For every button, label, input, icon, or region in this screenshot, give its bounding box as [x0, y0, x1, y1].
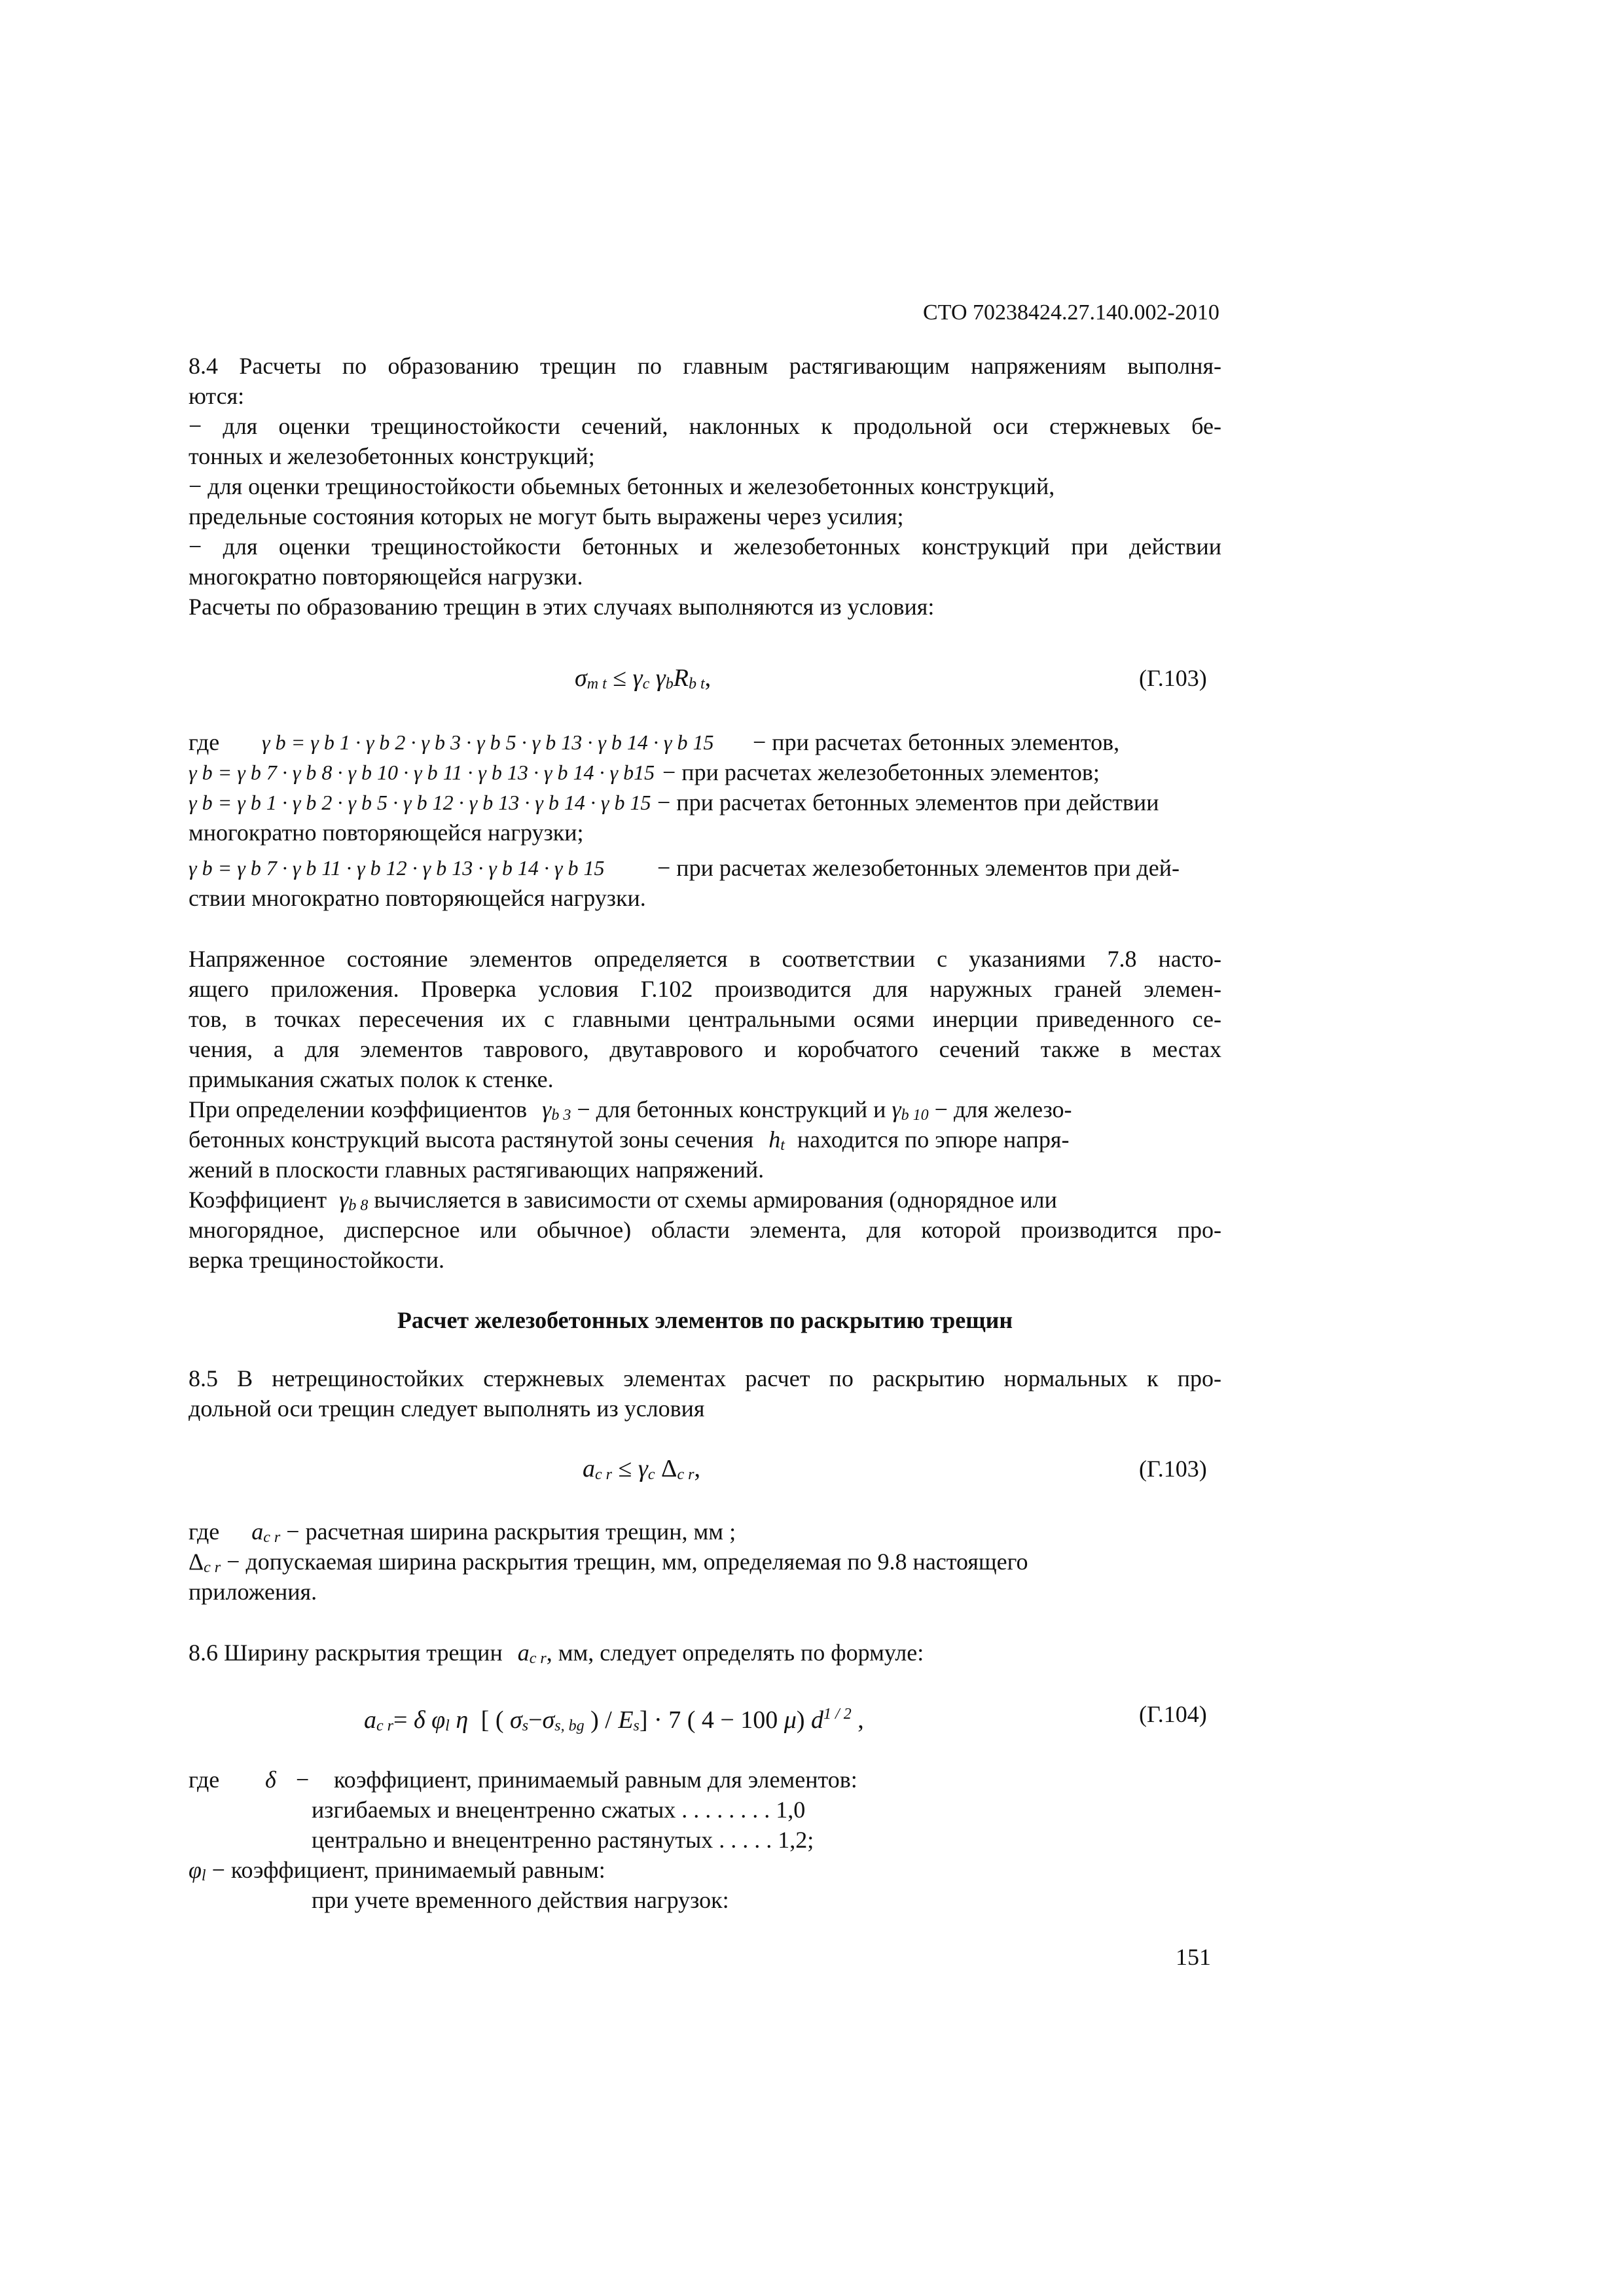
where-3-text-3: центрально и внецентренно растянутых . . . . . 1,2; — [312, 1827, 814, 1853]
where-3-text-5: при учете временного действия нагрузок: — [312, 1887, 729, 1913]
where-3-gde: где — [189, 1767, 220, 1793]
where-1-text-1: − при расчетах бетонных элементов, — [753, 729, 1120, 755]
equation-2-label: (Г.103) — [1139, 1456, 1207, 1482]
where-3-dash: − — [296, 1767, 310, 1793]
s84-line-1: 8.4 Расчеты по образованию трещин по главным растягивающим напряжениям выполня- — [189, 353, 1221, 379]
where-1-line-4: многократно повторяющейся нагрузки; — [189, 819, 584, 846]
s85-line-1: 8.5 В нетрещиностойких стержневых элементах расчет по раскрытию нормальных к про- — [189, 1365, 1221, 1391]
para-2-line-11: верка трещиностойкости. — [189, 1247, 445, 1273]
s84-line-6: предельные состояния которых не могут быть выражены через усилия; — [189, 503, 904, 529]
where-1-text-2: − при расчетах железобетонных элементов; — [662, 759, 1100, 785]
equation-3: ac r= δ φl η [ ( σs−σs, bg ) / Es] · 7 ( 4 − 100 μ) $d^{1 / 2}$ , — [364, 1706, 864, 1734]
para-2-line-4: чения, а для элементов таврового, двутаврового и коробчатого сечений также в местах — [189, 1036, 1221, 1062]
where-1-formula-3: γ b = γ b 1 · γ b 2 · γ b 5 · γ b 12 · γ b 13 · γ b 14 · γ b 15 — [189, 791, 651, 814]
section-heading: Расчет железобетонных элементов по раскрытию трещин — [397, 1307, 1013, 1333]
s84-line-9: Расчеты по образованию трещин в этих случаях выполняются из условия: — [189, 594, 935, 620]
where-2-line-2: Δc r − допускаемая ширина раскрытия трещин, мм, определяемая по 9.8 настоящего — [189, 1549, 1028, 1576]
equation-3-label: (Г.104) — [1139, 1701, 1207, 1727]
para-2-line-7: бетонных конструкций высота растянутой зоны сечения ht находится по эпюре напря- — [189, 1126, 1070, 1154]
equation-1-label: (Г.103) — [1139, 665, 1207, 691]
s84-line-8: многократно повторяющейся нагрузки. — [189, 564, 583, 590]
where-1-text-5: − при расчетах железобетонных элементов при дей- — [657, 855, 1180, 881]
s84-line-4: тонных и железобетонных конструкций; — [189, 443, 595, 469]
where-2-line-1: где ac r − расчетная ширина раскрытия трещин, мм ; — [189, 1518, 736, 1546]
s86-line: 8.6 Ширину раскрытия трещин ac r, мм, следует определять по формуле: — [189, 1640, 924, 1667]
doc-code: СТО 70238424.27.140.002-2010 — [923, 300, 1219, 325]
where-1-formula-2: γ b = γ b 7 · γ b 8 · γ b 10 · γ b 11 · γ b 13 · γ b 14 · γ b15 — [189, 761, 655, 784]
where-3-phi-line: φl − коэффициент, принимаемый равным: — [189, 1857, 605, 1884]
s84-line-5: − для оценки трещиностойкости обьемных бетонных и железобетонных конструкций, — [189, 473, 1055, 499]
where-3-text-1: коэффициент, принимаемый равным для элементов: — [334, 1767, 857, 1793]
where-1-gde: где — [189, 729, 220, 755]
s84-line-3: − для оценки трещиностойкости сечений, наклонных к продольной оси стержневых бе- — [189, 413, 1221, 439]
para-2-line-3: тов, в точках пересечения их с главными центральными осями инерции приведенного се- — [189, 1006, 1221, 1032]
s84-line-2: ются: — [189, 383, 245, 409]
para-2-line-6: При определении коэффициентов γb 3 − для бетонных конструкций и γb 10 − для железо- — [189, 1096, 1072, 1124]
s84-line-7: − для оценки трещиностойкости бетонных и железобетонных конструкций при действии — [189, 533, 1221, 560]
where-1-formula-5: γ b = γ b 7 · γ b 11 · γ b 12 · γ b 13 · γ b 14 · γ b 15 — [189, 856, 605, 880]
where-1-formula-1: γ b = γ b 1 · γ b 2 · γ b 3 · γ b 5 · γ b 13 · γ b 14 · γ b 15 — [262, 730, 714, 754]
equation-2: ac r ≤ γc Δc r, — [583, 1455, 700, 1483]
where-1-line-6: ствии многократно повторяющейся нагрузки. — [189, 885, 646, 911]
where-3-text-2: изгибаемых и внецентренно сжатых . . . . . . . . 1,0 — [312, 1797, 806, 1823]
para-2-line-8: жений в плоскости главных растягивающих напряжений. — [189, 1157, 765, 1183]
where-2-line-3: приложения. — [189, 1579, 317, 1605]
para-2-line-9: Коэффициент γb 8 вычисляется в зависимости от схемы армирования (однорядное или — [189, 1187, 1057, 1214]
para-2-line-2: ящего приложения. Проверка условия Г.102 производится для наружных граней элемен- — [189, 976, 1221, 1002]
para-2-line-5: примыкания сжатых полок к стенке. — [189, 1066, 554, 1092]
equation-1: σm t ≤ γc γbRb t, — [575, 664, 712, 692]
where-3-delta: δ — [265, 1767, 276, 1793]
para-2-line-1: Напряженное состояние элементов определяется в соответствии с указаниями 7.8 насто- — [189, 946, 1221, 972]
para-2-line-10: многорядное, дисперсное или обычное) области элемента, для которой производится про- — [189, 1217, 1221, 1243]
s85-line-2: дольной оси трещин следует выполнять из условия — [189, 1395, 705, 1422]
where-1-text-3: − при расчетах бетонных элементов при действии — [657, 789, 1159, 816]
page-number: 151 — [1176, 1944, 1211, 1970]
